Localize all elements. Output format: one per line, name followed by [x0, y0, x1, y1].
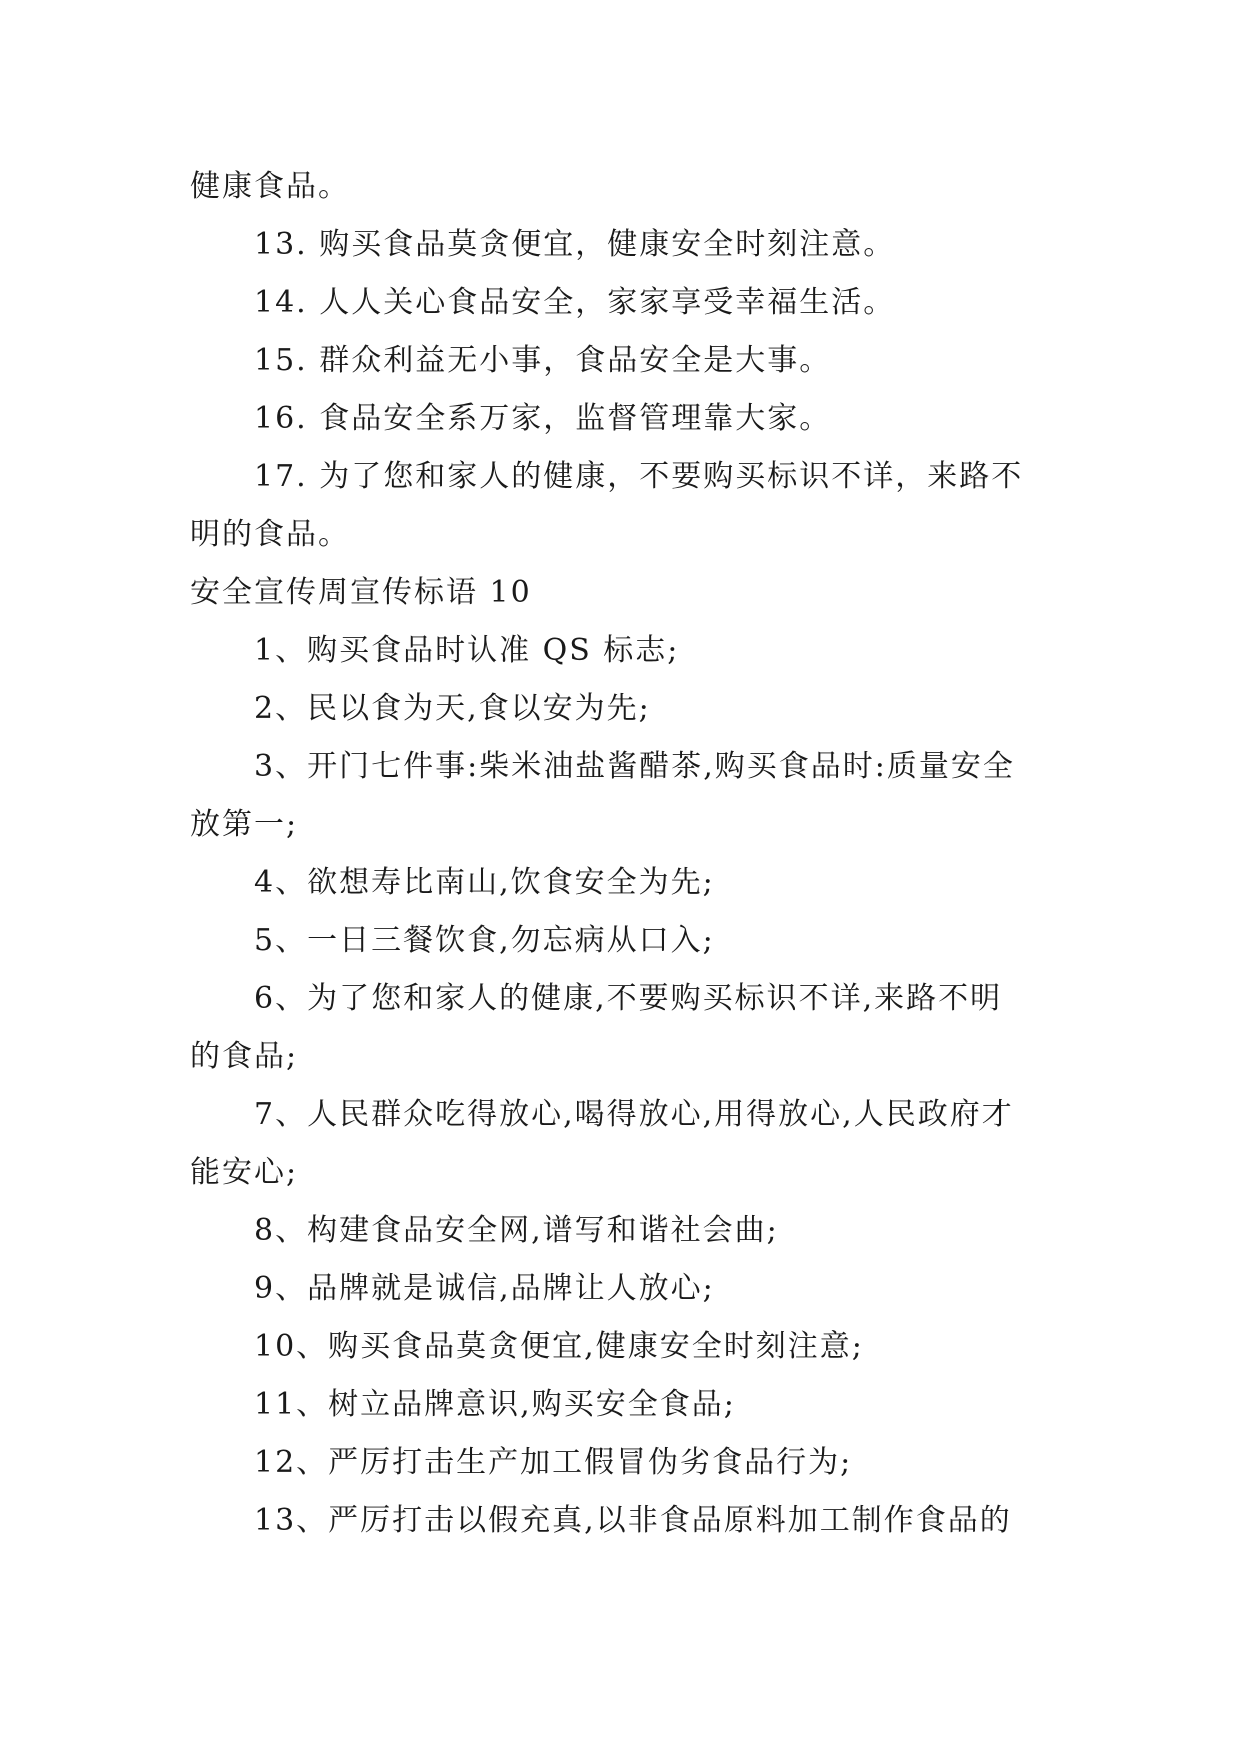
- slogan-item: 10、购买食品莫贪便宜,健康安全时刻注意;: [254, 1329, 864, 1364]
- slogan-item: 14. 人人关心食品安全，家家享受幸福生活。: [254, 285, 896, 320]
- document-body: [190, 158, 1050, 1550]
- slogan-item: 8、构建食品安全网,谱写和谐社会曲;: [254, 1213, 779, 1248]
- text-line: 的食品;: [190, 1039, 299, 1074]
- text-line: 健康食品。: [190, 169, 350, 204]
- slogan-item: 3、开门七件事:柴米油盐酱醋茶,购买食品时:质量安全: [254, 749, 1015, 784]
- slogan-item: 5、一日三餐饮食,勿忘病从口入;: [254, 923, 715, 958]
- slogan-item: 17. 为了您和家人的健康，不要购买标识不详，来路不: [254, 459, 1024, 494]
- section-heading: 安全宣传周宣传标语 10: [190, 575, 532, 610]
- slogan-item: 13、严厉打击以假充真,以非食品原料加工制作食品的: [254, 1503, 1012, 1538]
- slogan-item: 12、严厉打击生产加工假冒伪劣食品行为;: [254, 1445, 853, 1480]
- slogan-item: 1、购买食品时认准 QS 标志;: [254, 633, 680, 668]
- text-line: 放第一;: [190, 807, 299, 842]
- slogan-item: 9、品牌就是诚信,品牌让人放心;: [254, 1271, 715, 1306]
- text-line: 明的食品。: [190, 517, 350, 552]
- slogan-item: 11、树立品牌意识,购买安全食品;: [254, 1387, 736, 1422]
- slogan-item: 2、民以食为天,食以安为先;: [254, 691, 651, 726]
- slogan-item: 6、为了您和家人的健康,不要购买标识不详,来路不明: [254, 981, 1003, 1016]
- slogan-item: 13. 购买食品莫贪便宜，健康安全时刻注意。: [254, 227, 896, 262]
- slogan-item: 16. 食品安全系万家，监督管理靠大家。: [254, 401, 832, 436]
- slogan-item: 15. 群众利益无小事，食品安全是大事。: [254, 343, 832, 378]
- slogan-item: 4、欲想寿比南山,饮食安全为先;: [254, 865, 715, 900]
- slogan-item: 7、人民群众吃得放心,喝得放心,用得放心,人民政府才: [254, 1097, 1014, 1132]
- text-line: 能安心;: [190, 1155, 299, 1190]
